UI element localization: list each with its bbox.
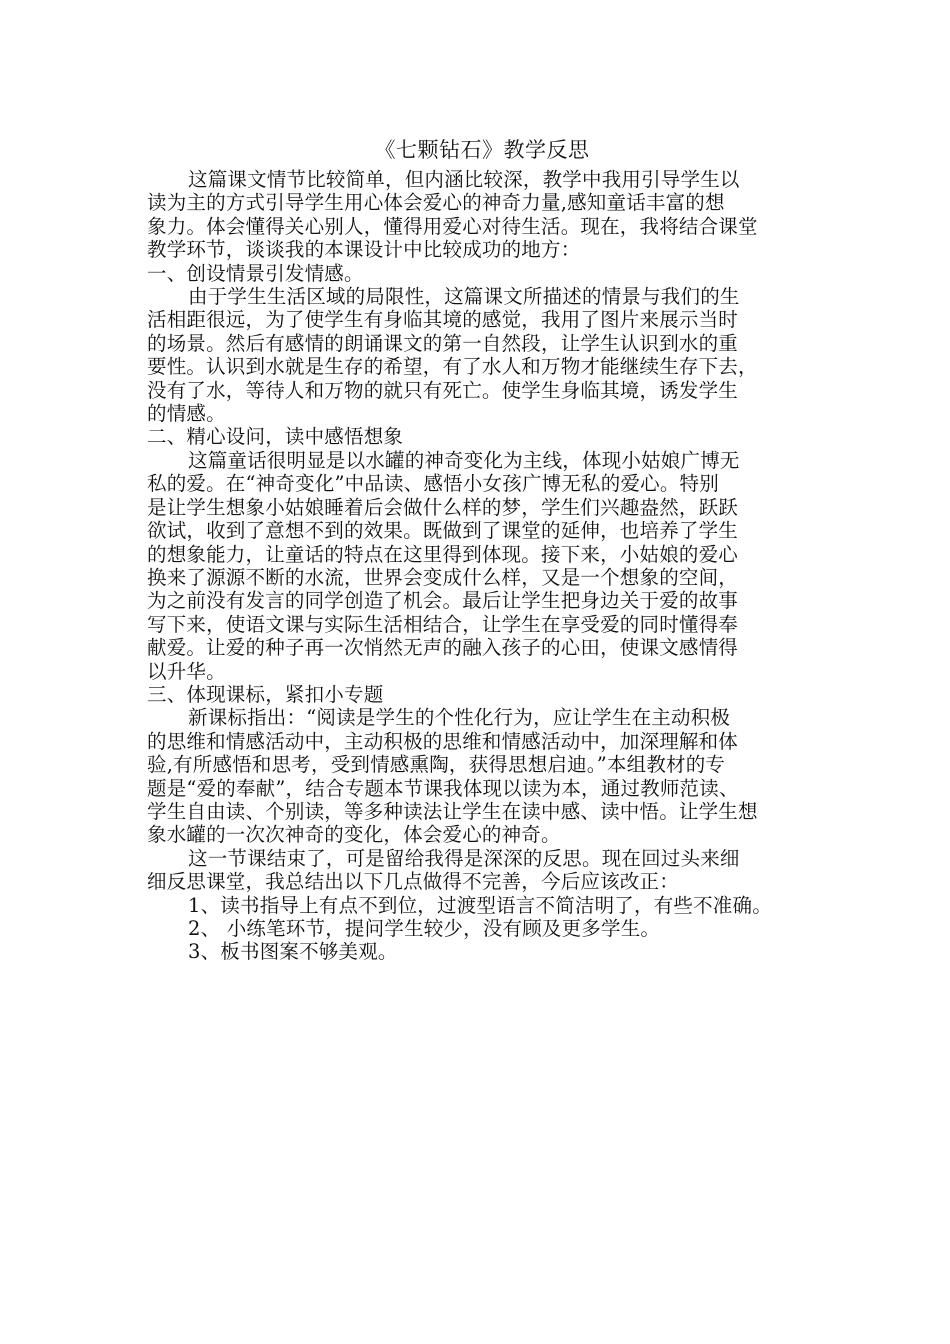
list-item-line: 2、 小练笔环节，提问学生较少，没有顾及更多学生。 — [188, 917, 661, 940]
paragraph-line: 这一节课结束了，可是留给我得是深深的反思。现在回过头来细 — [188, 846, 740, 870]
paragraph-line: 由于学生生活区域的局限性，这篇课文所描述的情景与我们的生 — [188, 285, 740, 309]
heading-line: 一、创设情景引发情感。 — [147, 261, 364, 285]
paragraph-line: 验,有所感悟和思考，受到情感熏陶，获得思想启迪。”本组教材的专 — [147, 753, 726, 777]
paragraph-line: 题是“爱的奉献”，结合专题本节课我体现以读为本，通过教师范读、 — [147, 776, 739, 800]
section-1-paragraph — [147, 285, 817, 425]
paragraph-line: 的情感。 — [147, 402, 226, 426]
paragraph-line: 的场景。然后有感情的朗诵课文的第一自然段，让学生认识到水的重 — [147, 331, 739, 355]
list-item-line: 1、读书指导上有点不到位，过渡型语言不简洁明了，有些不准确。 — [188, 893, 772, 917]
document-page — [147, 136, 817, 964]
reflection-paragraph — [147, 847, 817, 894]
paragraph-line: 新课标指出：“阅读是学生的个性化行为，应让学生在主动积极 — [188, 706, 731, 730]
intro-paragraph — [147, 168, 817, 262]
list-item-line: 3、板书图案不够美观。 — [188, 940, 398, 964]
document-body — [147, 168, 817, 964]
heading-line: 二、精心设问，读中感悟想象 — [147, 425, 404, 449]
section-3-paragraph — [147, 706, 817, 846]
paragraph-line: 读为主的方式引导学生用心体会爱心的神奇力量,感知童话丰富的想 — [147, 191, 725, 215]
paragraph-line: 学生自由读、个别读，等多种读法让学生在读中感、读中悟。让学生想 — [147, 799, 758, 823]
paragraph-line: 私的爱。在“神奇变化”中品读、感悟小女孩广博无私的爱心。特别 — [147, 472, 719, 496]
section-2-paragraph — [147, 449, 817, 683]
paragraph-line: 象力。体会懂得关心别人，懂得用爱心对待生活。现在，我将结合课堂 — [147, 214, 758, 238]
paragraph-line: 这篇童话很明显是以水罐的神奇变化为主线，体现小姑娘广博无 — [188, 448, 740, 472]
paragraph-line: 要性。认识到水就是生存的希望，有了水人和万物才能继续生存下去， — [147, 355, 758, 379]
heading-line: 三、体现课标，紧扣小专题 — [147, 682, 384, 706]
paragraph-line: 以升华。 — [147, 659, 226, 683]
paragraph-line: 献爱。让爱的种子再一次悄然无声的融入孩子的心田，使课文感情得 — [147, 636, 739, 660]
paragraph-line: 的思维和情感活动中，主动积极的思维和情感活动中，加深理解和体 — [147, 729, 739, 753]
section-heading-1 — [147, 262, 817, 285]
paragraph-line: 细反思课堂，我总结出以下几点做得不完善，今后应该改正： — [147, 870, 679, 894]
document-title: 《七颗钻石》教学反思 — [374, 138, 590, 162]
paragraph-line: 这篇课文情节比较简单，但内涵比较深，教学中我用引导学生以 — [188, 168, 740, 191]
paragraph-line: 为之前没有发言的同学创造了机会。最后让学生把身边关于爱的故事 — [147, 589, 739, 613]
paragraph-line: 是让学生想象小姑娘睡着后会做什么样的梦，学生们兴趣盎然，跃跃 — [147, 495, 739, 519]
section-heading-2 — [147, 425, 817, 448]
paragraph-line: 象水罐的一次次神奇的变化，体会爱心的神奇。 — [147, 823, 561, 847]
paragraph-line: 没有了水，等待人和万物的就只有死亡。使学生身临其境，诱发学生 — [147, 378, 739, 402]
paragraph-line: 欲试，收到了意想不到的效果。既做到了课堂的延伸，也培养了学生 — [147, 519, 739, 543]
improvement-item-2 — [147, 917, 817, 940]
improvement-item-1 — [147, 894, 817, 917]
paragraph-line: 教学环节，谈谈我的本课设计中比较成功的地方： — [147, 238, 581, 262]
paragraph-line: 写下来，使语文课与实际生活相结合，让学生在享受爱的同时懂得奉 — [147, 612, 739, 636]
paragraph-line: 换来了源源不断的水流，世界会变成什么样，又是一个想象的空间， — [147, 565, 739, 589]
paragraph-line: 的想象能力，让童话的特点在这里得到体现。接下来，小姑娘的爱心 — [147, 542, 739, 566]
improvement-item-3 — [147, 940, 817, 963]
section-heading-3 — [147, 683, 817, 706]
paragraph-line: 活相距很远，为了使学生有身临其境的感觉，我用了图片来展示当时 — [147, 308, 739, 332]
